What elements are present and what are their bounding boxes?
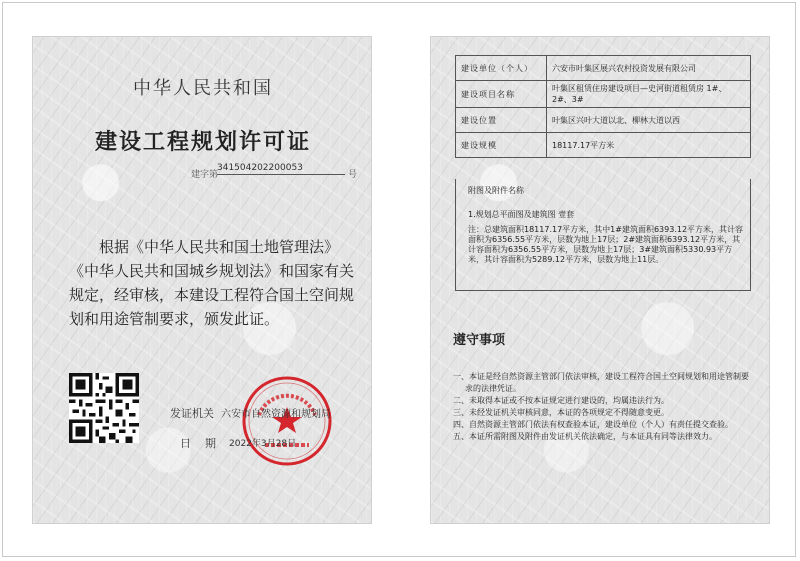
issuer-name: 六安市自然资源和规划局 — [221, 409, 331, 420]
table-row — [456, 108, 751, 133]
qr-code-icon — [69, 373, 139, 443]
certificate-body-text: 根据《中华人民共和国土地管理法》《中华人民共和国城乡规划法》和国家有关规定，经审核，本建设工程符合国土空间规划和用途管制要求，颁发此证。 — [69, 238, 355, 328]
issuer-label: 发证机关 — [170, 407, 214, 420]
certificate-cover-page — [32, 36, 372, 524]
row-key: 建设单位（个人） — [456, 56, 547, 81]
project-info-table — [455, 55, 751, 158]
row-value: 18117.17平方米 — [547, 133, 751, 158]
attachment-item: 1.规划总平面图及建筑图 壹套 — [468, 210, 575, 219]
certificate-title: 建设工程规划许可证 — [94, 130, 311, 155]
rule-item: 四、自然资源主管部门依法有权查验本证，建设单位（个人）有责任提交查验。 — [453, 420, 733, 429]
rules-list — [453, 371, 755, 443]
row-key: 建设位置 — [456, 108, 547, 133]
cert-number-suffix: 号 — [348, 170, 358, 180]
row-key: 建设项目名称 — [456, 81, 547, 108]
attachments-title: 附图及附件名称 — [468, 186, 524, 195]
rule-item: 五、本证所需附图及附件由发证机关依法确定，与本证具有同等法律效力。 — [453, 432, 717, 441]
attachments-box — [455, 179, 751, 291]
cert-number-label: 建字第 — [191, 170, 219, 180]
rule-item: 二、未取得本证或不按本证规定进行建设的，均属违法行为。 — [453, 396, 669, 405]
country-name: 中华人民共和国 — [133, 78, 273, 99]
table-row — [456, 133, 751, 158]
attachment-note: 注：总建筑面积18117.17平方米，其中1#建筑面积6393.12平方米，其计容面积为6356.55平方米，层数为地上17层；2#建筑面积6393.12平方米，其计容面积为6356.55平方米，层数为地上17层；3#建筑面积5330.93平方米，其计容面积为5289.12平方米，层数为地上11层。 — [468, 225, 744, 264]
row-key: 建设规模 — [456, 133, 547, 158]
table-row — [456, 81, 751, 108]
table-row — [456, 56, 751, 81]
certificate-details-page — [430, 36, 770, 524]
row-value: 六安市叶集区展兴农村投资发展有限公司 — [547, 56, 751, 81]
rules-title: 遵守事项 — [453, 333, 506, 348]
cert-number: 341504202200053 — [217, 163, 345, 175]
rule-item: 三、未经发证机关审核同意，本证的各项规定不得随意变更。 — [453, 408, 669, 417]
row-value: 叶集区租赁住房建设项目—史河街道租赁房 1#、2#、3# — [547, 81, 751, 108]
row-value: 叶集区兴叶大道以北、柳林大道以西 — [547, 108, 751, 133]
date-label: 日期 — [180, 437, 230, 450]
issue-date: 2022年3月28日 — [229, 439, 297, 449]
official-seal-icon — [241, 375, 333, 467]
rule-item: 一、本证是经自然资源主管部门依法审核，建设工程符合国土空间规划和用途管制要求的法律凭证。 — [453, 372, 749, 393]
